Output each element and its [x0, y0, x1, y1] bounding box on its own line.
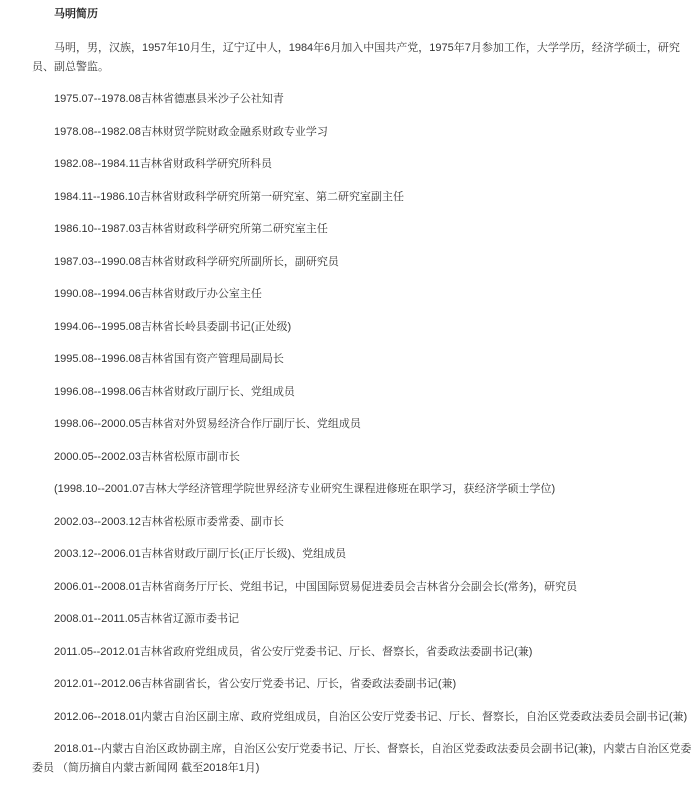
career-entry: 1978.08--1982.08吉林财贸学院财政金融系财政专业学习 — [54, 125, 328, 138]
career-entry: 2002.03--2003.12吉林省松原市委常委、副市长 — [54, 515, 284, 528]
career-entry: 1982.08--1984.11吉林省财政科学研究所科员 — [54, 158, 273, 170]
career-entry: 1996.08--1998.06吉林省财政厅副厅长、党组成员 — [54, 385, 295, 398]
resume-title: 马明简历 — [54, 8, 98, 20]
career-entry: 2003.12--2006.01吉林省财政厅副厅长(正厅长级)、党组成员 — [54, 548, 347, 560]
career-entry: 1994.06--1995.08吉林省长岭县委副书记(正处级) — [54, 320, 292, 333]
career-entry: 1975.07--1978.08吉林省德惠县米沙子公社知青 — [54, 93, 284, 105]
resume-document — [32, 0, 694, 778]
career-list — [32, 90, 694, 778]
career-entry: 1995.08--1996.08吉林省国有资产管理局副局长 — [54, 353, 284, 365]
career-entry: 1990.08--1994.06吉林省财政厅办公室主任 — [54, 288, 262, 300]
career-entry: 1998.06--2000.05吉林省对外贸易经济合作厅副厅长、党组成员 — [54, 418, 361, 430]
career-entry: 2008.01--2011.05吉林省辽源市委书记 — [54, 613, 240, 625]
career-entry: 2000.05--2002.03吉林省松原市副市长 — [54, 450, 240, 463]
intro-paragraph: 马明，男，汉族，1957年10月生，辽宁辽中人，1984年6月加入中国共产党，1975年7月参加工作，大学学历，经济学硕士，研究员、副总警监。 — [32, 42, 680, 73]
career-entry: 2012.01--2012.06吉林省副省长，省公安厅党委书记、厅长，省委政法委副书记(兼) — [54, 678, 457, 690]
career-entry: 2011.05--2012.01吉林省政府党组成员，省公安厅党委书记、厅长、督察长，省委政法委副书记(兼) — [54, 645, 533, 658]
career-entry: 1986.10--1987.03吉林省财政科学研究所第二研究室主任 — [54, 223, 328, 235]
career-entry: 2012.06--2018.01内蒙古自治区副主席、政府党组成员，自治区公安厅党委书记、厅长、督察长，自治区党委政法委员会副书记(兼) — [54, 710, 688, 723]
career-entry: 1987.03--1990.08吉林省财政科学研究所副所长，副研究员 — [54, 255, 339, 268]
career-entry: (1998.10--2001.07吉林大学经济管理学院世界经济专业研究生课程进修班在职学习，获经济学硕士学位) — [54, 483, 556, 495]
career-entry: 2018.01--内蒙古自治区政协副主席，自治区公安厅党委书记、厅长、督察长，自治区党委政法委员会副书记(兼)，内蒙古自治区党委委员 （简历摘自内蒙古新闻网 截至2018年1月) — [32, 743, 692, 774]
career-entry: 1984.11--1986.10吉林省财政科学研究所第一研究室、第二研究室副主任 — [54, 190, 405, 203]
career-entry: 2006.01--2008.01吉林省商务厅厅长、党组书记，中国国际贸易促进委员会吉林省分会副会长(常务)，研究员 — [54, 580, 578, 593]
